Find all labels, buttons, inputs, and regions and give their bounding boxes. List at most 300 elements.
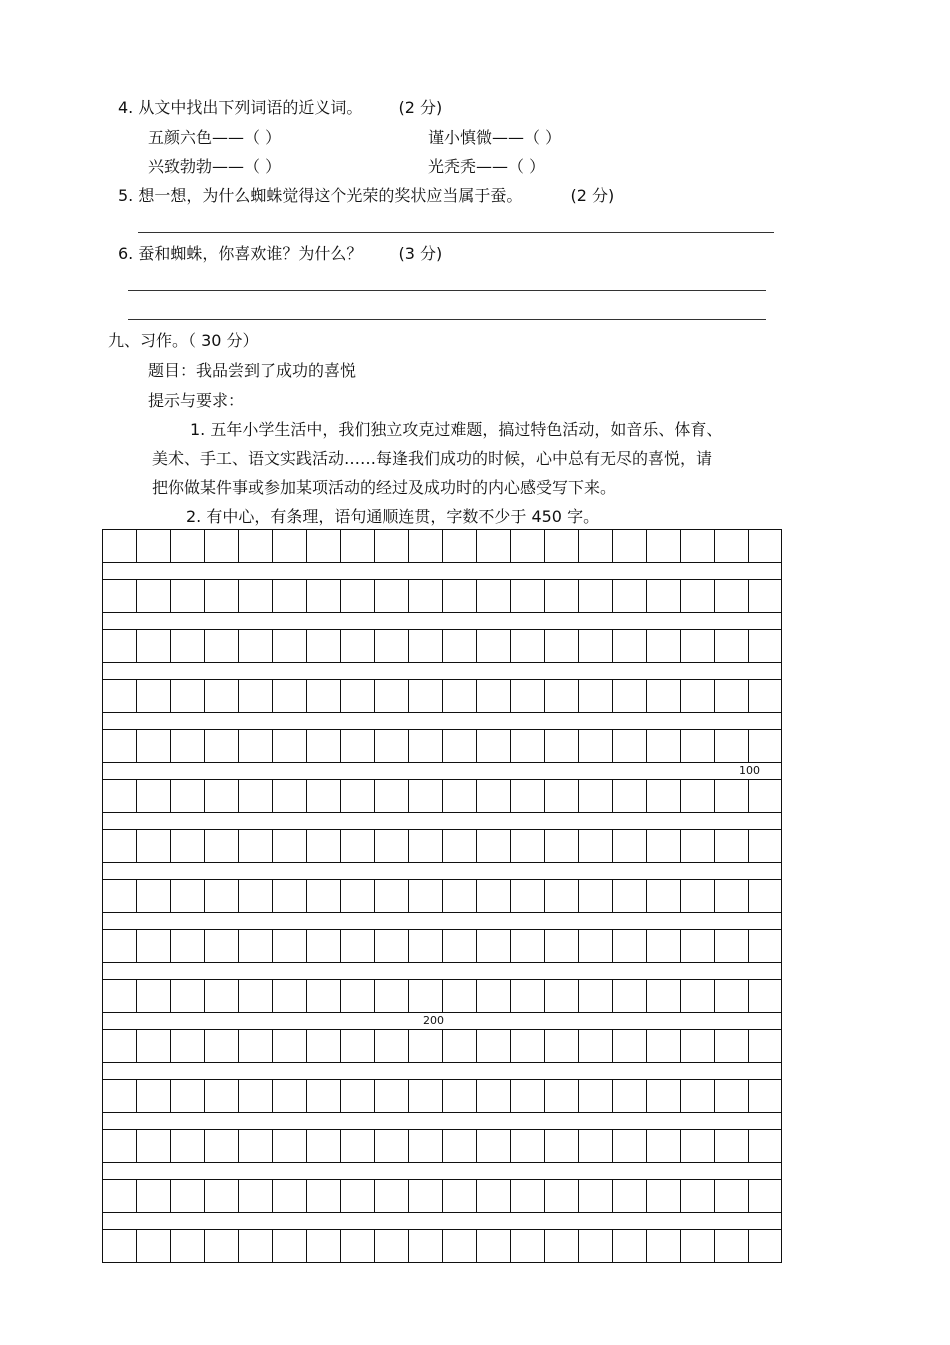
grid-cell[interactable] — [442, 529, 476, 563]
grid-cell[interactable] — [680, 629, 714, 663]
grid-cell[interactable] — [544, 979, 578, 1013]
grid-cell[interactable] — [544, 729, 578, 763]
grid-cell[interactable] — [102, 979, 136, 1013]
grid-cell[interactable] — [714, 1029, 748, 1063]
grid-cell[interactable] — [408, 729, 442, 763]
grid-cell[interactable] — [476, 1079, 510, 1113]
grid-cell[interactable] — [646, 629, 680, 663]
grid-cell[interactable] — [204, 729, 238, 763]
grid-cell[interactable] — [748, 779, 782, 813]
grid-cell[interactable] — [646, 1129, 680, 1163]
grid-cell[interactable] — [680, 679, 714, 713]
grid-cell[interactable] — [680, 1079, 714, 1113]
grid-cell[interactable] — [646, 929, 680, 963]
grid-cell[interactable] — [612, 979, 646, 1013]
grid-cell[interactable] — [442, 1229, 476, 1263]
grid-cell[interactable] — [102, 829, 136, 863]
grid-cell[interactable] — [238, 1129, 272, 1163]
grid-cell[interactable] — [306, 729, 340, 763]
grid-cell[interactable] — [374, 1129, 408, 1163]
grid-cell[interactable] — [680, 1029, 714, 1063]
grid-cell[interactable] — [680, 979, 714, 1013]
grid-cell[interactable] — [170, 679, 204, 713]
grid-cell[interactable] — [442, 629, 476, 663]
grid-cell[interactable] — [510, 1079, 544, 1113]
grid-cell[interactable] — [374, 929, 408, 963]
grid-cell[interactable] — [714, 879, 748, 913]
grid-cell[interactable] — [272, 729, 306, 763]
grid-cell[interactable] — [136, 879, 170, 913]
grid-cell[interactable] — [238, 979, 272, 1013]
grid-cell[interactable] — [340, 1029, 374, 1063]
grid-cell[interactable] — [272, 1179, 306, 1213]
grid-cell[interactable] — [170, 979, 204, 1013]
q6-answer-line-1[interactable] — [128, 290, 766, 291]
grid-cell[interactable] — [102, 729, 136, 763]
grid-cell[interactable] — [646, 729, 680, 763]
grid-cell[interactable] — [170, 1179, 204, 1213]
grid-cell[interactable] — [102, 529, 136, 563]
grid-cell[interactable] — [272, 1129, 306, 1163]
grid-cell[interactable] — [476, 729, 510, 763]
grid-cell[interactable] — [476, 879, 510, 913]
grid-cell[interactable] — [136, 679, 170, 713]
grid-cell[interactable] — [578, 529, 612, 563]
grid-cell[interactable] — [680, 1129, 714, 1163]
grid-cell[interactable] — [170, 879, 204, 913]
grid-cell[interactable] — [170, 529, 204, 563]
grid-cell[interactable] — [204, 679, 238, 713]
grid-cell[interactable] — [136, 1179, 170, 1213]
grid-cell[interactable] — [680, 579, 714, 613]
grid-cell[interactable] — [408, 1029, 442, 1063]
grid-cell[interactable] — [510, 679, 544, 713]
grid-cell[interactable] — [102, 1229, 136, 1263]
grid-cell[interactable] — [238, 829, 272, 863]
grid-cell[interactable] — [510, 1179, 544, 1213]
grid-cell[interactable] — [578, 829, 612, 863]
grid-cell[interactable] — [374, 829, 408, 863]
grid-cell[interactable] — [544, 679, 578, 713]
grid-cell[interactable] — [646, 1229, 680, 1263]
grid-cell[interactable] — [748, 679, 782, 713]
grid-cell[interactable] — [238, 879, 272, 913]
grid-cell[interactable] — [238, 729, 272, 763]
grid-cell[interactable] — [204, 929, 238, 963]
grid-cell[interactable] — [306, 929, 340, 963]
q5-answer-line[interactable] — [138, 232, 774, 233]
grid-cell[interactable] — [408, 679, 442, 713]
grid-cell[interactable] — [204, 579, 238, 613]
grid-cell[interactable] — [102, 1129, 136, 1163]
grid-cell[interactable] — [102, 679, 136, 713]
grid-cell[interactable] — [476, 929, 510, 963]
grid-cell[interactable] — [136, 979, 170, 1013]
grid-cell[interactable] — [374, 729, 408, 763]
grid-cell[interactable] — [748, 1229, 782, 1263]
grid-cell[interactable] — [374, 879, 408, 913]
grid-cell[interactable] — [646, 1079, 680, 1113]
grid-cell[interactable] — [340, 729, 374, 763]
grid-cell[interactable] — [578, 1029, 612, 1063]
grid-cell[interactable] — [510, 729, 544, 763]
grid-cell[interactable] — [374, 679, 408, 713]
grid-cell[interactable] — [272, 779, 306, 813]
grid-cell[interactable] — [340, 1229, 374, 1263]
grid-cell[interactable] — [408, 1179, 442, 1213]
grid-cell[interactable] — [612, 829, 646, 863]
grid-cell[interactable] — [748, 579, 782, 613]
grid-cell[interactable] — [680, 879, 714, 913]
grid-cell[interactable] — [680, 829, 714, 863]
grid-cell[interactable] — [612, 779, 646, 813]
grid-cell[interactable] — [612, 879, 646, 913]
grid-cell[interactable] — [204, 1229, 238, 1263]
grid-cell[interactable] — [306, 779, 340, 813]
grid-cell[interactable] — [272, 929, 306, 963]
grid-cell[interactable] — [612, 529, 646, 563]
grid-cell[interactable] — [306, 1129, 340, 1163]
grid-cell[interactable] — [714, 779, 748, 813]
grid-cell[interactable] — [544, 929, 578, 963]
grid-cell[interactable] — [238, 1029, 272, 1063]
grid-cell[interactable] — [646, 1029, 680, 1063]
grid-cell[interactable] — [306, 979, 340, 1013]
grid-cell[interactable] — [170, 1079, 204, 1113]
grid-cell[interactable] — [714, 929, 748, 963]
grid-cell[interactable] — [578, 1079, 612, 1113]
grid-cell[interactable] — [272, 829, 306, 863]
grid-cell[interactable] — [204, 529, 238, 563]
grid-cell[interactable] — [578, 1129, 612, 1163]
grid-cell[interactable] — [680, 1229, 714, 1263]
grid-cell[interactable] — [510, 1129, 544, 1163]
grid-cell[interactable] — [612, 1229, 646, 1263]
grid-cell[interactable] — [238, 929, 272, 963]
grid-cell[interactable] — [102, 1079, 136, 1113]
grid-cell[interactable] — [612, 1129, 646, 1163]
grid-cell[interactable] — [680, 929, 714, 963]
grid-cell[interactable] — [612, 579, 646, 613]
grid-cell[interactable] — [510, 829, 544, 863]
grid-cell[interactable] — [510, 779, 544, 813]
grid-cell[interactable] — [340, 1079, 374, 1113]
grid-cell[interactable] — [646, 579, 680, 613]
grid-cell[interactable] — [340, 679, 374, 713]
grid-cell[interactable] — [136, 629, 170, 663]
grid-cell[interactable] — [340, 1179, 374, 1213]
grid-cell[interactable] — [510, 629, 544, 663]
grid-cell[interactable] — [442, 879, 476, 913]
grid-cell[interactable] — [408, 879, 442, 913]
grid-cell[interactable] — [544, 1029, 578, 1063]
grid-cell[interactable] — [238, 779, 272, 813]
grid-cell[interactable] — [340, 929, 374, 963]
grid-cell[interactable] — [170, 1129, 204, 1163]
grid-cell[interactable] — [442, 729, 476, 763]
grid-cell[interactable] — [102, 929, 136, 963]
grid-cell[interactable] — [340, 829, 374, 863]
grid-cell[interactable] — [748, 929, 782, 963]
grid-cell[interactable] — [408, 1079, 442, 1113]
grid-cell[interactable] — [408, 829, 442, 863]
grid-cell[interactable] — [578, 929, 612, 963]
grid-cell[interactable] — [714, 1129, 748, 1163]
grid-cell[interactable] — [544, 1129, 578, 1163]
grid-cell[interactable] — [476, 1129, 510, 1163]
grid-cell[interactable] — [136, 1079, 170, 1113]
grid-cell[interactable] — [646, 979, 680, 1013]
grid-cell[interactable] — [578, 729, 612, 763]
grid-cell[interactable] — [646, 779, 680, 813]
grid-cell[interactable] — [714, 579, 748, 613]
grid-cell[interactable] — [408, 629, 442, 663]
grid-cell[interactable] — [510, 929, 544, 963]
grid-cell[interactable] — [442, 1079, 476, 1113]
grid-cell[interactable] — [102, 579, 136, 613]
grid-cell[interactable] — [510, 879, 544, 913]
grid-cell[interactable] — [374, 1079, 408, 1113]
grid-cell[interactable] — [136, 729, 170, 763]
grid-cell[interactable] — [612, 929, 646, 963]
grid-cell[interactable] — [748, 629, 782, 663]
grid-cell[interactable] — [748, 1079, 782, 1113]
grid-cell[interactable] — [442, 1029, 476, 1063]
grid-cell[interactable] — [306, 1079, 340, 1113]
grid-cell[interactable] — [646, 1179, 680, 1213]
grid-cell[interactable] — [238, 629, 272, 663]
grid-cell[interactable] — [578, 979, 612, 1013]
grid-cell[interactable] — [306, 629, 340, 663]
grid-cell[interactable] — [612, 1179, 646, 1213]
grid-cell[interactable] — [442, 779, 476, 813]
grid-cell[interactable] — [680, 1179, 714, 1213]
grid-cell[interactable] — [442, 679, 476, 713]
grid-cell[interactable] — [204, 879, 238, 913]
grid-cell[interactable] — [136, 579, 170, 613]
grid-cell[interactable] — [714, 1229, 748, 1263]
grid-cell[interactable] — [408, 579, 442, 613]
grid-cell[interactable] — [544, 629, 578, 663]
grid-cell[interactable] — [340, 979, 374, 1013]
grid-cell[interactable] — [136, 829, 170, 863]
grid-cell[interactable] — [714, 979, 748, 1013]
grid-cell[interactable] — [170, 1229, 204, 1263]
grid-cell[interactable] — [374, 1029, 408, 1063]
grid-cell[interactable] — [272, 1229, 306, 1263]
grid-cell[interactable] — [544, 529, 578, 563]
grid-cell[interactable] — [544, 829, 578, 863]
grid-cell[interactable] — [544, 779, 578, 813]
grid-cell[interactable] — [272, 529, 306, 563]
grid-cell[interactable] — [476, 579, 510, 613]
grid-cell[interactable] — [408, 1129, 442, 1163]
grid-cell[interactable] — [408, 1229, 442, 1263]
grid-cell[interactable] — [578, 629, 612, 663]
grid-cell[interactable] — [578, 1229, 612, 1263]
grid-cell[interactable] — [238, 579, 272, 613]
grid-cell[interactable] — [714, 1079, 748, 1113]
grid-cell[interactable] — [374, 1229, 408, 1263]
grid-cell[interactable] — [204, 1179, 238, 1213]
grid-cell[interactable] — [714, 1179, 748, 1213]
grid-cell[interactable] — [170, 579, 204, 613]
grid-cell[interactable] — [748, 829, 782, 863]
grid-cell[interactable] — [748, 1129, 782, 1163]
grid-cell[interactable] — [612, 1079, 646, 1113]
grid-cell[interactable] — [170, 829, 204, 863]
composition-grid[interactable] — [102, 529, 782, 1263]
grid-cell[interactable] — [544, 1179, 578, 1213]
grid-cell[interactable] — [680, 729, 714, 763]
grid-cell[interactable] — [646, 829, 680, 863]
grid-cell[interactable] — [476, 529, 510, 563]
grid-cell[interactable] — [340, 879, 374, 913]
grid-cell[interactable] — [170, 1029, 204, 1063]
grid-cell[interactable] — [340, 629, 374, 663]
grid-cell[interactable] — [612, 629, 646, 663]
grid-cell[interactable] — [272, 1079, 306, 1113]
grid-cell[interactable] — [578, 879, 612, 913]
grid-cell[interactable] — [238, 679, 272, 713]
q6-answer-line-2[interactable] — [128, 319, 766, 320]
grid-cell[interactable] — [442, 979, 476, 1013]
grid-cell[interactable] — [306, 579, 340, 613]
grid-cell[interactable] — [374, 629, 408, 663]
grid-cell[interactable] — [612, 729, 646, 763]
grid-cell[interactable] — [170, 629, 204, 663]
grid-cell[interactable] — [476, 1029, 510, 1063]
grid-cell[interactable] — [510, 1029, 544, 1063]
grid-cell[interactable] — [748, 1029, 782, 1063]
grid-cell[interactable] — [136, 529, 170, 563]
grid-cell[interactable] — [340, 579, 374, 613]
grid-cell[interactable] — [578, 579, 612, 613]
grid-cell[interactable] — [408, 529, 442, 563]
grid-cell[interactable] — [374, 779, 408, 813]
grid-cell[interactable] — [748, 529, 782, 563]
grid-cell[interactable] — [238, 529, 272, 563]
grid-cell[interactable] — [170, 729, 204, 763]
grid-cell[interactable] — [340, 1129, 374, 1163]
grid-cell[interactable] — [680, 779, 714, 813]
grid-cell[interactable] — [374, 529, 408, 563]
grid-cell[interactable] — [476, 629, 510, 663]
grid-cell[interactable] — [510, 979, 544, 1013]
grid-cell[interactable] — [272, 1029, 306, 1063]
grid-cell[interactable] — [578, 679, 612, 713]
grid-cell[interactable] — [476, 779, 510, 813]
grid-cell[interactable] — [306, 679, 340, 713]
grid-cell[interactable] — [136, 1029, 170, 1063]
grid-cell[interactable] — [748, 729, 782, 763]
grid-cell[interactable] — [272, 679, 306, 713]
grid-cell[interactable] — [578, 779, 612, 813]
grid-cell[interactable] — [204, 829, 238, 863]
grid-cell[interactable] — [408, 779, 442, 813]
grid-cell[interactable] — [272, 879, 306, 913]
grid-cell[interactable] — [238, 1179, 272, 1213]
grid-cell[interactable] — [374, 579, 408, 613]
grid-cell[interactable] — [544, 1079, 578, 1113]
grid-cell[interactable] — [102, 779, 136, 813]
grid-cell[interactable] — [102, 879, 136, 913]
grid-cell[interactable] — [204, 629, 238, 663]
grid-cell[interactable] — [544, 579, 578, 613]
grid-cell[interactable] — [340, 529, 374, 563]
grid-cell[interactable] — [306, 879, 340, 913]
grid-cell[interactable] — [442, 1179, 476, 1213]
grid-cell[interactable] — [442, 579, 476, 613]
grid-cell[interactable] — [510, 579, 544, 613]
grid-cell[interactable] — [714, 629, 748, 663]
grid-cell[interactable] — [136, 779, 170, 813]
grid-cell[interactable] — [306, 1029, 340, 1063]
grid-cell[interactable] — [442, 929, 476, 963]
grid-cell[interactable] — [442, 829, 476, 863]
grid-cell[interactable] — [136, 1229, 170, 1263]
grid-cell[interactable] — [272, 629, 306, 663]
grid-cell[interactable] — [714, 529, 748, 563]
grid-cell[interactable] — [680, 529, 714, 563]
grid-cell[interactable] — [374, 1179, 408, 1213]
grid-cell[interactable] — [510, 1229, 544, 1263]
grid-cell[interactable] — [204, 1129, 238, 1163]
grid-cell[interactable] — [204, 779, 238, 813]
grid-cell[interactable] — [272, 579, 306, 613]
grid-cell[interactable] — [238, 1229, 272, 1263]
grid-cell[interactable] — [646, 529, 680, 563]
grid-cell[interactable] — [544, 1229, 578, 1263]
grid-cell[interactable] — [476, 1229, 510, 1263]
grid-cell[interactable] — [306, 829, 340, 863]
grid-cell[interactable] — [748, 979, 782, 1013]
grid-cell[interactable] — [204, 1079, 238, 1113]
grid-cell[interactable] — [306, 1229, 340, 1263]
grid-cell[interactable] — [578, 1179, 612, 1213]
grid-cell[interactable] — [204, 979, 238, 1013]
grid-cell[interactable] — [612, 679, 646, 713]
grid-cell[interactable] — [442, 1129, 476, 1163]
grid-cell[interactable] — [408, 979, 442, 1013]
grid-cell[interactable] — [340, 779, 374, 813]
grid-cell[interactable] — [544, 879, 578, 913]
grid-cell[interactable] — [306, 1179, 340, 1213]
grid-cell[interactable] — [714, 829, 748, 863]
grid-cell[interactable] — [748, 879, 782, 913]
grid-cell[interactable] — [510, 529, 544, 563]
grid-cell[interactable] — [476, 679, 510, 713]
grid-cell[interactable] — [714, 679, 748, 713]
grid-cell[interactable] — [714, 729, 748, 763]
grid-cell[interactable] — [374, 979, 408, 1013]
grid-cell[interactable] — [170, 779, 204, 813]
grid-cell[interactable] — [646, 879, 680, 913]
grid-cell[interactable] — [476, 829, 510, 863]
grid-cell[interactable] — [136, 929, 170, 963]
grid-cell[interactable] — [204, 1029, 238, 1063]
grid-cell[interactable] — [136, 1129, 170, 1163]
grid-cell[interactable] — [102, 629, 136, 663]
grid-cell[interactable] — [272, 979, 306, 1013]
grid-cell[interactable] — [102, 1029, 136, 1063]
grid-cell[interactable] — [170, 929, 204, 963]
grid-cell[interactable] — [612, 1029, 646, 1063]
grid-cell[interactable] — [748, 1179, 782, 1213]
grid-cell[interactable] — [408, 929, 442, 963]
grid-cell[interactable] — [102, 1179, 136, 1213]
grid-cell[interactable] — [646, 679, 680, 713]
